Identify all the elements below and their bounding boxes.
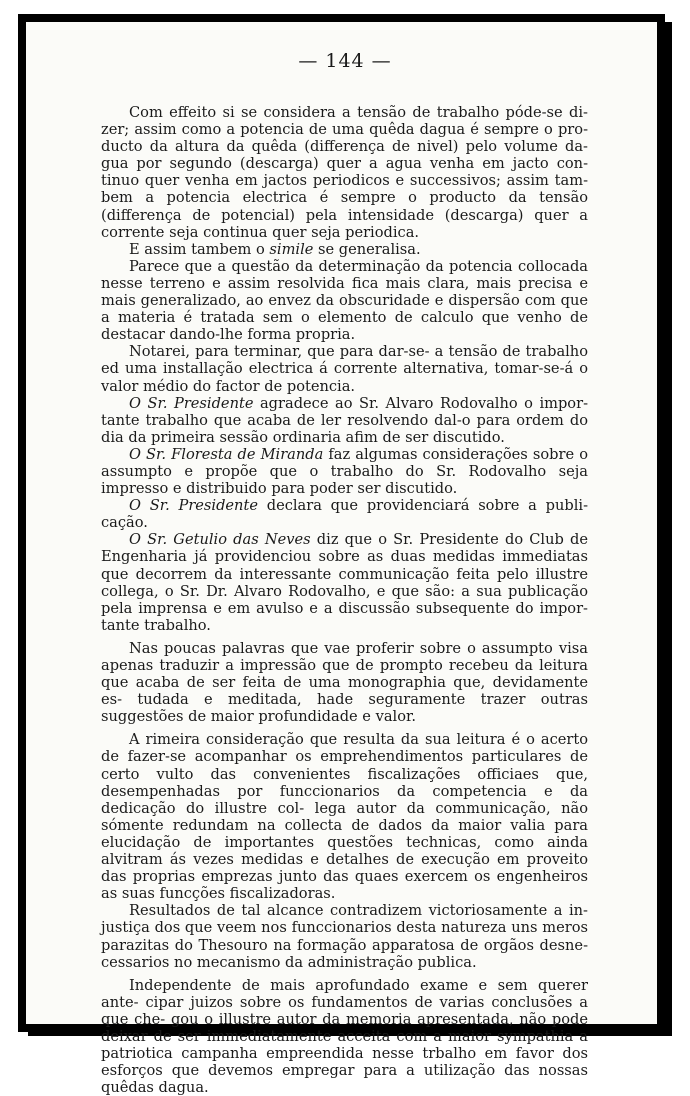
- paragraph-poucas-palavras: Nas poucas palavras que vae proferir sobre o assumpto visa apenas traduzir a impressão que de prompto recebeu da leitura que acaba de ser feita de uma monographia que, devidamente es- tudada e meditada, hade seguramente trazer outras suggestões de maior profundidade e valor.: [101, 639, 588, 726]
- paragraph-independente: Independente de mais aprofundado exame e sem querer ante- cipar juizos sobre os fundamentos de varias conclusões a que che- gou o illustre autor da memoria apresentada, não pode deixar de ser immediatamente acceita com a maior sympathia a patriotica campanha empreendida nesse trbalho em favor dos esforços que devemos empregar para a utilização das nossas quêdas dagua.: [101, 976, 588, 1096]
- page-shadow-right: [662, 22, 672, 1032]
- document-body: [101, 104, 588, 1096]
- paragraph-tensao: Com effeito si se considera a tensão de trabalho póde-se di- zer; assim como a potencia de uma quêda dagua é sempre o pro- ducto da altura da quêda (differença de nivel) pelo volume da- gua por segundo (descarga) quer a agua venha em jacto con- tinuo quer venha em jactos periodicos e successivos; assim tam- bem a potencia electrica é sempre o producto da tensão (differença de potencial) pela intensidade (descarga) quer a corrente seja continua quer seja periodica.: [101, 104, 588, 241]
- paragraph-presidente-declara: O Sr. Presidente declara que providenciará sobre a publi- cação.: [101, 497, 588, 532]
- paragraph-presidente-agradece: O Sr. Presidente agradece ao Sr. Alvaro Rodovalho o impor- tante trabalho que acaba de ler resolvendo dal-o para ordem do dia da primeira sessão ordinaria afim de ser discutido.: [101, 394, 588, 446]
- paragraph-simile: E assim tambem o simile se generalisa.: [129, 240, 421, 258]
- paragraph-resultados: Resultados de tal alcance contradizem victoriosamente a in- justiça dos que veem nos funccionarios desta natureza uns meros parazitas do Thesouro na formação apparatosa de orgãos desne- cessarios no mecanismo da administração publica.: [101, 902, 588, 971]
- paragraph-notarei: Notarei, para terminar, que para dar-se- a tensão de trabalho ed uma installação electrica á corrente alternativa, tomar-se-á o valor médio do factor de potencia.: [101, 343, 588, 395]
- paragraph-primeira-consideracao: A rimeira consideração que resulta da sua leitura é o acerto de fazer-se acompanhar os emprehendimentos particulares de certo vulto das convenientes fiscalizações officiaes que, desempenhadas por funccionarios da competencia e da dedicação do illustre col- lega autor da communicação, não sómente redundam na collecta de dados da maior valia para elucidação de importantes questões technicas, como ainda alvitram ás vezes medidas e detalhes de execução em proveito das proprias emprezas junto das quaes exercem os engenheiros as suas funcções fiscalizadoras.: [101, 731, 588, 903]
- page-number: — 144 —: [298, 50, 392, 72]
- paragraph-floresta: O Sr. Floresta de Miranda faz algumas considerações sobre o assumpto e propõe que o trabalho do Sr. Rodovalho seja impresso e distribuido para poder ser discutido.: [101, 445, 588, 498]
- paragraph-getulio: O Sr. Getulio das Neves diz que o Sr. Presidente do Club de Engenharia já providenciou sobre as duas medidas immediatas que decorrem da interessante communicação feita pelo illustre collega, o Sr. Dr. Alvaro Rodovalho, e que são: a sua publicação pela imprensa e em avulso e a discussão subsequente do impor- tante trabalho.: [101, 531, 588, 634]
- paragraph-potencia: Parece que a questão da determinação da potencia collocada nesse terreno e assim resolvida fica mais clara, mais precisa e mais generalizado, ao envez da obscuridade e dispersão com que a materia é tratada sem o elemento de calculo que venho de destacar dando-lhe forma propria.: [101, 257, 588, 344]
